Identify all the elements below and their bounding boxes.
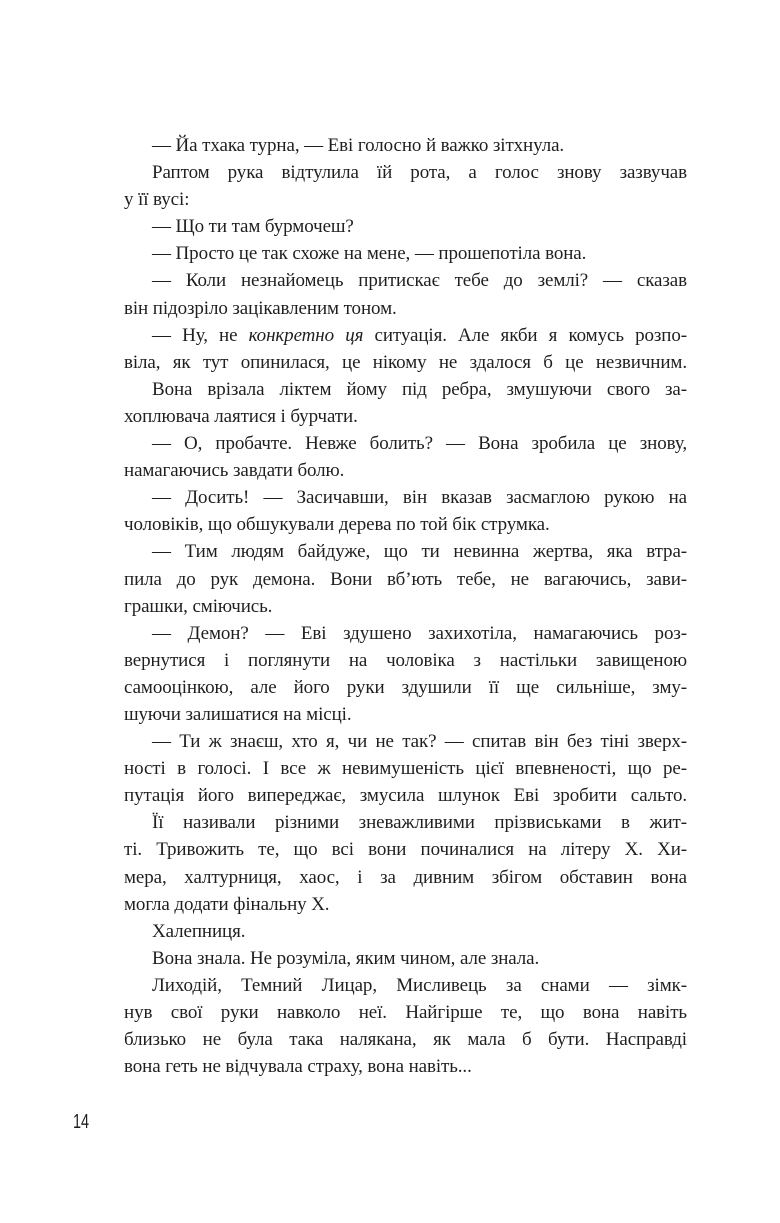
text-line: близько не була така налякана, як мала б бути. Насправді [124, 1029, 687, 1051]
text-line: чоловіків, що обшукували дерева по той бік струмка. [124, 514, 550, 536]
text-line: Халепниця. [152, 920, 246, 942]
text-line: мера, халтурниця, хаос, і за дивним збігом обставин вона [124, 866, 687, 888]
text-line: Лиходій, Темний Лицар, Мисливець за снами — зімк- [152, 974, 687, 996]
text-line: вона геть не відчувала страху, вона навіть... [124, 1056, 472, 1078]
text-line: у її вусі: [124, 189, 190, 211]
text-line: намагаючись завдати болю. [124, 460, 345, 482]
text-line: ті. Тривожить те, що всі вони починалися на літеру Х. Хи- [124, 839, 687, 861]
text-line: вернутися і поглянути на чоловіка з настільки завищеною [124, 649, 687, 671]
text-line: пила до рук демона. Вони вб’ють тебе, не вагаючись, зави- [124, 568, 687, 590]
text-line: хоплювача лаятися і бурчати. [124, 405, 358, 427]
text-line: — Ти ж знаєш, хто я, чи не так? — спитав він без тіні зверх- [152, 731, 687, 753]
page-number: 14 [73, 1111, 90, 1133]
text-line: він підозріло зацікавленим тоном. [124, 297, 397, 319]
text-line [124, 322, 687, 349]
text-line: — О, пробачте. Невже болить? — Вона зробила це знову, [152, 433, 687, 455]
text-line: — Просто це так схоже на мене, — прошепотіла вона. [152, 243, 587, 265]
text-segment: ситуація. Але якби я комусь розпо- [363, 324, 687, 346]
page-text [124, 132, 687, 1080]
text-line: Раптом рука відтулила їй рота, а голос знову зазвучав [152, 162, 687, 184]
text-line: путація його випереджає, змусила шлунок Еві зробити сальто. [124, 785, 687, 807]
text-line: ності в голосі. І все ж невимушеність цієї впевненості, що ре- [124, 758, 687, 780]
text-line: віла, як тут опинилася, це нікому не здалося б це незвичним. [124, 351, 687, 373]
text-line: нув свої руки навколо неї. Найгірше те, що вона навіть [124, 1002, 687, 1023]
text-line: Вона врізала ліктем йому під ребра, змушуючи свого за- [152, 378, 687, 400]
text-line: — Йа тхака турна, — Еві голосно й важко зітхнула. [152, 135, 565, 156]
text-line: — Коли незнайомець притискає тебе до землі? — сказав [152, 270, 687, 292]
text-line: — Досить! — Засичавши, він вказав засмаглою рукою на [152, 487, 687, 509]
text-line: Вона знала. Не розуміла, яким чином, але знала. [152, 947, 540, 969]
text-line: Її називали різними зневажливими прізвиськами в жит- [152, 812, 687, 834]
text-line: — Тим людям байдуже, що ти невинна жертва, яка втра- [152, 541, 687, 563]
text-line: грашки, сміючись. [124, 595, 273, 617]
text-line: — Демон? — Еві здушено захихотіла, намагаючись роз- [152, 622, 687, 644]
text-segment: — Ну, не [152, 324, 249, 346]
text-line: могла додати фінальну Х. [124, 893, 330, 915]
text-line: — Що ти там бурмочеш? [152, 216, 354, 238]
text-line: самооцінкою, але його руки здушили її ще сильніше, зму- [124, 676, 687, 698]
text-line: шуючи залишатися на місці. [124, 703, 352, 725]
text-segment-italic: конкретно ця [248, 324, 364, 346]
